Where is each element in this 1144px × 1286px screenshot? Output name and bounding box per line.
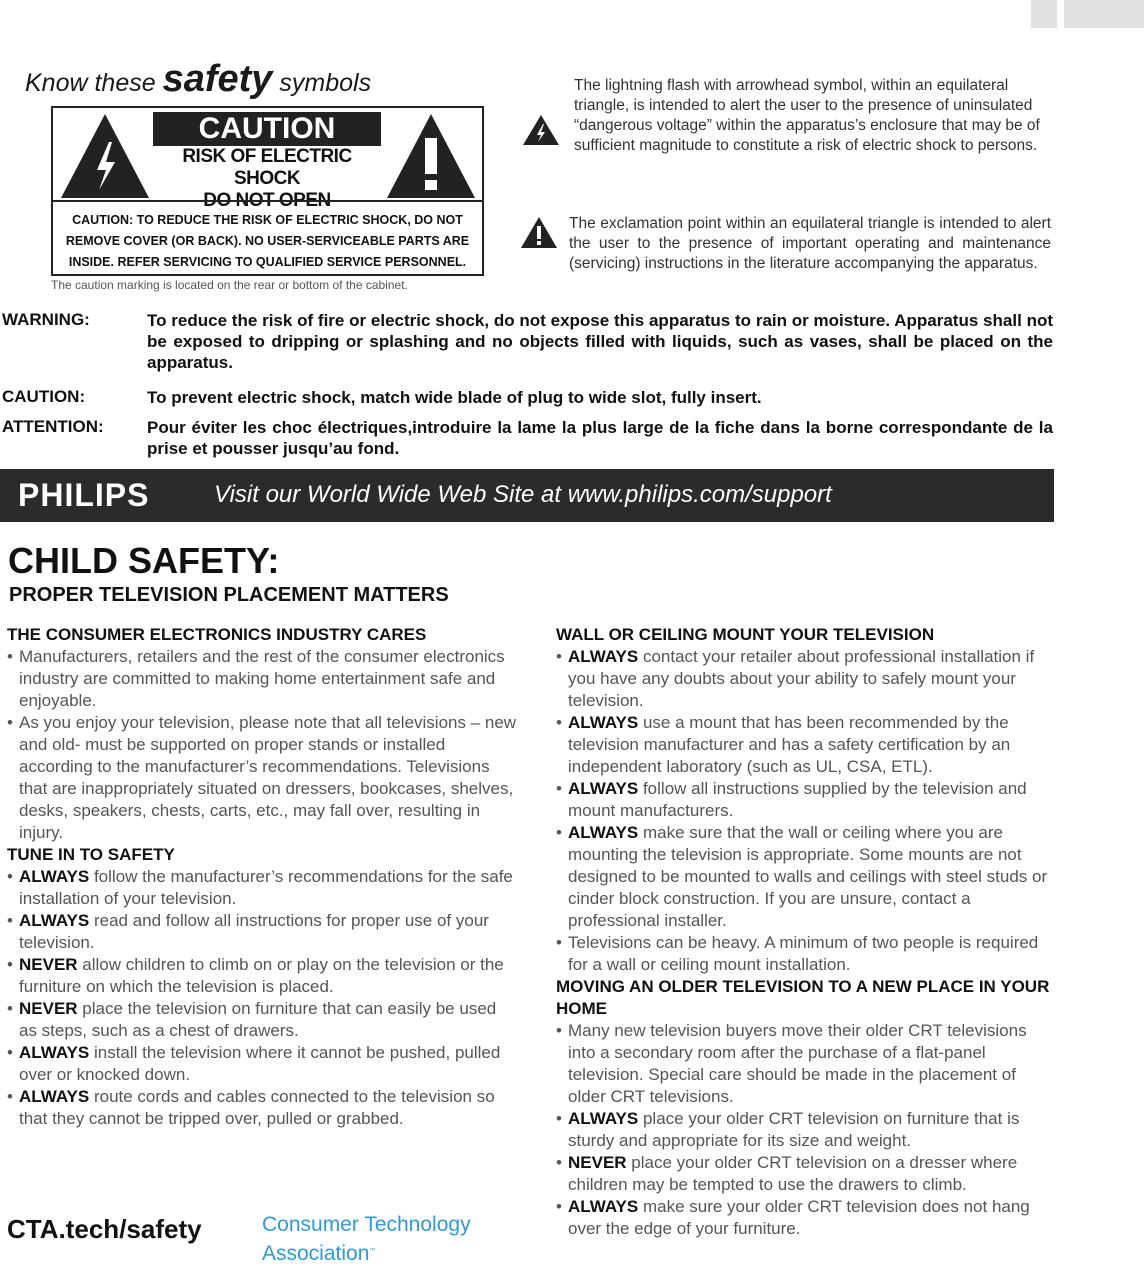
philips-support-link[interactable]: Visit our World Wide Web Site at www.philips.com/support — [214, 481, 832, 508]
cta-logo: Consumer Technology Association™ — [262, 1213, 471, 1265]
attention-text: Pour éviter les choc électriques,introduire la lame la plus large de la fiche dans la borne correspondante de la prise et pousser jusqu’au fond. — [147, 418, 1053, 458]
list-item: • ALWAYS use a mount that has been recommended by the television manufacturer and has a safety certification by an independent laboratory (such as UL, CSA, ETL). — [556, 712, 1056, 778]
list-item: • ALWAYS follow the manufacturer’s recommendations for the safe installation of your television. — [7, 866, 517, 910]
exclamation-symbol-icon — [520, 216, 558, 249]
caution-title: CAUTION — [153, 112, 381, 146]
child-safety-subtitle: PROPER TELEVISION PLACEMENT MATTERS — [9, 584, 449, 606]
tune-list — [7, 866, 517, 1130]
list-item: • Televisions can be heavy. A minimum of two people is required for a wall or ceiling mount installation. — [556, 932, 1056, 976]
list-item: • Many new television buyers move their older CRT televisions into a secondary room after the purchase of a flat-panel television. Special care should be made in the placement of older CRT televisions. — [556, 1020, 1056, 1108]
right-column — [556, 624, 1056, 1240]
caution-marking-note: The caution marking is located on the rear or bottom of the cabinet. — [51, 278, 408, 292]
list-item: • ALWAYS install the television where it cannot be pushed, pulled over or knocked down. — [7, 1042, 517, 1086]
child-safety-title: CHILD SAFETY: — [8, 540, 280, 581]
page-tab-right — [1064, 0, 1144, 28]
list-item: • ALWAYS make sure that the wall or ceiling where you are mounting the television is appropriate. Some mounts are not designed to be mounted to walls and ceilings with steel studs or cinder block construction. If you are unsure, contact a professional installer. — [556, 822, 1056, 932]
risk-line-2: DO NOT OPEN — [203, 190, 331, 211]
philips-banner — [0, 469, 1054, 522]
warning-label: WARNING: — [2, 310, 90, 329]
moving-list — [556, 1020, 1056, 1240]
caution-text: To prevent electric shock, match wide blade of plug to wide slot, fully insert. — [147, 388, 762, 407]
list-item: • ALWAYS route cords and cables connected to the television so that they cannot be tripped over, pulled or grabbed. — [7, 1086, 517, 1130]
cta-safety-link[interactable]: CTA.tech/safety — [7, 1214, 202, 1244]
warning-text: To reduce the risk of fire or electric shock, do not expose this apparatus to rain or moisture. Apparatus shall not be exposed to dripping or splashing and no objects filled with liquids, such as vases, shall be placed on the apparatus. — [147, 311, 1053, 372]
caution-label-text: CAUTION: — [2, 387, 86, 406]
list-item: • NEVER place the television on furniture that can easily be used as steps, such as a chest of drawers. — [7, 998, 517, 1042]
tune-heading: TUNE IN TO SAFETY — [7, 845, 175, 864]
safety-symbols-heading: Know these safety symbols — [25, 58, 372, 100]
exclamation-warning-icon — [385, 112, 477, 200]
attention-label: ATTENTION: — [2, 417, 104, 436]
list-item: • NEVER allow children to climb on or play on the television or the furniture on which the television is placed. — [7, 954, 517, 998]
risk-line-1: RISK OF ELECTRIC SHOCK — [182, 146, 352, 189]
list-item: • ALWAYS place your older CRT television on furniture that is sturdy and appropriate for its size and weight. — [556, 1108, 1056, 1152]
lightning-symbol-description: The lightning flash with arrowhead symbol, within an equilateral triangle, is intended to alert the user to the presence of uninsulated “dangerous voltage” within the apparatus’s enclosure that may be of sufficient magnitude to constitute a risk of electric shock to persons. — [574, 77, 1040, 154]
list-item: • ALWAYS make sure your older CRT television does not hang over the edge of your furniture. — [556, 1196, 1056, 1240]
cares-list — [7, 646, 517, 844]
caution-notice: CAUTION: TO REDUCE THE RISK OF ELECTRIC SHOCK, DO NOT REMOVE COVER (OR BACK). NO USER-SERVICEABLE PARTS ARE INSIDE. REFER SERVICING TO QUALIFIED SERVICE PERSONNEL. — [53, 200, 482, 274]
list-item: • Manufacturers, retailers and the rest of the consumer electronics industry are committed to making home entertainment safe and enjoyable. — [7, 646, 517, 712]
list-item: • ALWAYS follow all instructions supplied by the television and mount manufacturers. — [556, 778, 1056, 822]
list-item: • NEVER place your older CRT television on a dresser where children may be tempted to use the drawers to climb. — [556, 1152, 1056, 1196]
list-item: • As you enjoy your television, please note that all televisions – new and old- must be supported on proper stands or installed according to the manufacturer’s recommendations. Televisions that are inappropriately situated on dressers, bookcases, shelves, desks, speakers, chests, carts, etc., may fall over, resulting in injury. — [7, 712, 517, 844]
moving-heading: MOVING AN OLDER TELEVISION TO A NEW PLACE IN YOUR HOME — [556, 977, 1050, 1018]
cares-heading: THE CONSUMER ELECTRONICS INDUSTRY CARES — [7, 625, 427, 644]
lightning-symbol-icon — [522, 114, 560, 146]
caution-label — [51, 106, 484, 276]
philips-logo: PHILIPS — [18, 477, 150, 513]
list-item: • ALWAYS read and follow all instructions for proper use of your television. — [7, 910, 517, 954]
lightning-warning-icon — [59, 112, 151, 200]
exclamation-symbol-description: The exclamation point within an equilateral triangle is intended to alert the user to the presence of important operating and maintenance (servicing) instructions in the literature accompanying the apparatus. — [569, 215, 1051, 272]
left-column — [7, 624, 517, 1130]
list-item: • ALWAYS contact your retailer about professional installation if you have any doubts about your ability to safely mount your television. — [556, 646, 1056, 712]
wall-list — [556, 646, 1056, 976]
wall-heading: WALL OR CEILING MOUNT YOUR TELEVISION — [556, 625, 935, 644]
page-tab-left — [1031, 0, 1057, 28]
